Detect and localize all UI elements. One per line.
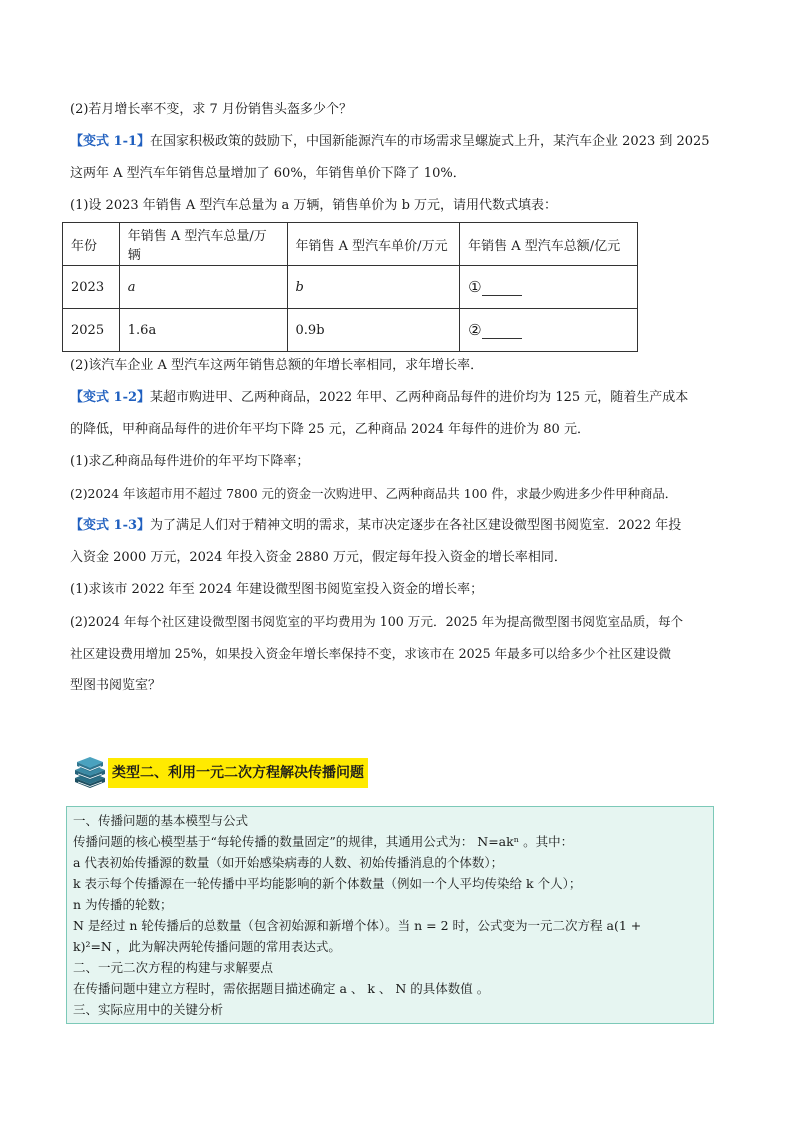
box-line: k)²=N ，此为解决两轮传播问题的常用表达式。	[73, 939, 341, 954]
box-line: n 为传播的轮数；	[73, 897, 173, 912]
table-row	[63, 266, 638, 309]
variant-1-3-sub2-line1: (2)2024 年每个社区建设微型图书阅览室的平均费用为 100 万元．2025 年为提高微型图书阅览室品质，每个	[70, 614, 684, 629]
variant-1-3-sub2-line2: 社区建设费用增加 25%，如果投入资金年增长率保持不变，求该市在 2025 年最多可以给多少个社区建设微	[70, 646, 671, 661]
box-line: 三、实际应用中的关键分析	[73, 1002, 224, 1017]
box-line: 传播问题的核心模型基于“每轮传播的数量固定”的规律，其通用公式为： N=akⁿ 。其中：	[73, 834, 574, 849]
table-cell: b	[287, 266, 460, 309]
knowledge-box	[66, 806, 714, 1024]
circled-number: ②	[468, 321, 482, 339]
table-header-cell: 年销售 A 型汽车总额/亿元	[460, 223, 638, 266]
table-cell: 2025	[63, 309, 120, 352]
table-cell-blank	[460, 266, 638, 309]
book-stack-icon	[72, 756, 108, 790]
variant-1-1-sub2: (2)该汽车企业 A 型汽车这两年销售总额的年增长率相同，求年增长率．	[70, 358, 484, 373]
section-title: 类型二、利用一元二次方程解决传播问题	[108, 758, 368, 788]
box-line: 一、传播问题的基本模型与公式	[73, 813, 249, 828]
sales-table	[62, 222, 638, 352]
table-cell: a	[119, 266, 287, 309]
variant-1-2-sub1: (1)求乙种商品每件进价的年平均下降率；	[70, 454, 310, 469]
fill-blank	[482, 281, 522, 296]
table-header-cell: 年销售 A 型汽车单价/万元	[287, 223, 460, 266]
variant-1-1-line1	[70, 132, 725, 152]
table-cell-blank	[460, 309, 638, 352]
box-line: N 是经过 n 轮传播后的总数量（包含初始源和新增个体）。当 n = 2 时，公式变为一元二次方程 a(1 +	[73, 918, 642, 933]
variant-1-3-sub2-line3: 型图书阅览室？	[70, 678, 162, 693]
variant-text: 某超市购进甲、乙两种商品，2022 年甲、乙两种商品每件的进价均为 125 元，随着生产成本	[150, 390, 689, 405]
table-header-row	[63, 223, 638, 266]
variant-1-1-line2: 这两年 A 型汽车年销售总量增加了 60%，年销售单价下降了 10%．	[70, 166, 466, 181]
box-line: k 表示每个传播源在一轮传播中平均能影响的新个体数量（例如一个人平均传染给 k 个人）；	[73, 876, 582, 891]
variant-1-2-sub2: (2)2024 年该超市用不超过 7800 元的资金一次购进甲、乙两种商品共 100 件，求最少购进多少件甲种商品．	[70, 486, 678, 501]
box-line: 二、一元二次方程的构建与求解要点	[73, 960, 274, 975]
variant-1-2-line2: 的降低，甲种商品每件的进价年平均下降 25 元，乙种商品 2024 年每件的进价为 80 元．	[70, 422, 590, 437]
variant-1-3-line2: 入资金 2000 万元，2024 年投入资金 2880 万元，假定每年投入资金的增长率相同．	[70, 550, 567, 565]
variant-text: 为了满足人们对于精神文明的需求，某市决定逐步在各社区建设微型图书阅览室．2022 年投	[150, 518, 682, 533]
table-cell: 0.9b	[287, 309, 460, 352]
table-row	[63, 309, 638, 352]
table-header-cell: 年份	[63, 223, 120, 266]
table-cell: 2023	[63, 266, 120, 309]
variant-tag: 【变式 1-1】	[70, 134, 151, 149]
variant-1-3-sub1: (1)求该市 2022 年至 2024 年建设微型图书阅览室投入资金的增长率；	[70, 582, 484, 597]
variant-tag: 【变式 1-2】	[70, 390, 151, 405]
variant-1-3-line1	[70, 516, 725, 536]
variant-text: 在国家积极政策的鼓励下，中国新能源汽车的市场需求呈螺旋式上升，某汽车企业 2023 到 2025	[150, 134, 710, 149]
circled-number: ①	[468, 278, 482, 296]
variant-1-2-line1	[70, 388, 725, 408]
box-line: a 代表初始传播源的数量（如开始感染病毒的人数、初始传播消息的个体数）；	[73, 855, 504, 870]
table-cell: 1.6a	[119, 309, 287, 352]
variant-1-1-sub1: (1)设 2023 年销售 A 型汽车总量为 a 万辆，销售单价为 b 万元，请用代数式填表：	[70, 198, 558, 213]
fill-blank	[482, 324, 522, 339]
variant-tag: 【变式 1-3】	[70, 518, 151, 533]
box-line: 在传播问题中建立方程时，需依据题目描述确定 a 、 k 、 N 的具体数值 。	[73, 981, 490, 996]
table-header-cell: 年销售 A 型汽车总量/万辆	[119, 223, 287, 266]
question-2: (2)若月增长率不变，求 7 月份销售头盔多少个？	[70, 102, 352, 117]
